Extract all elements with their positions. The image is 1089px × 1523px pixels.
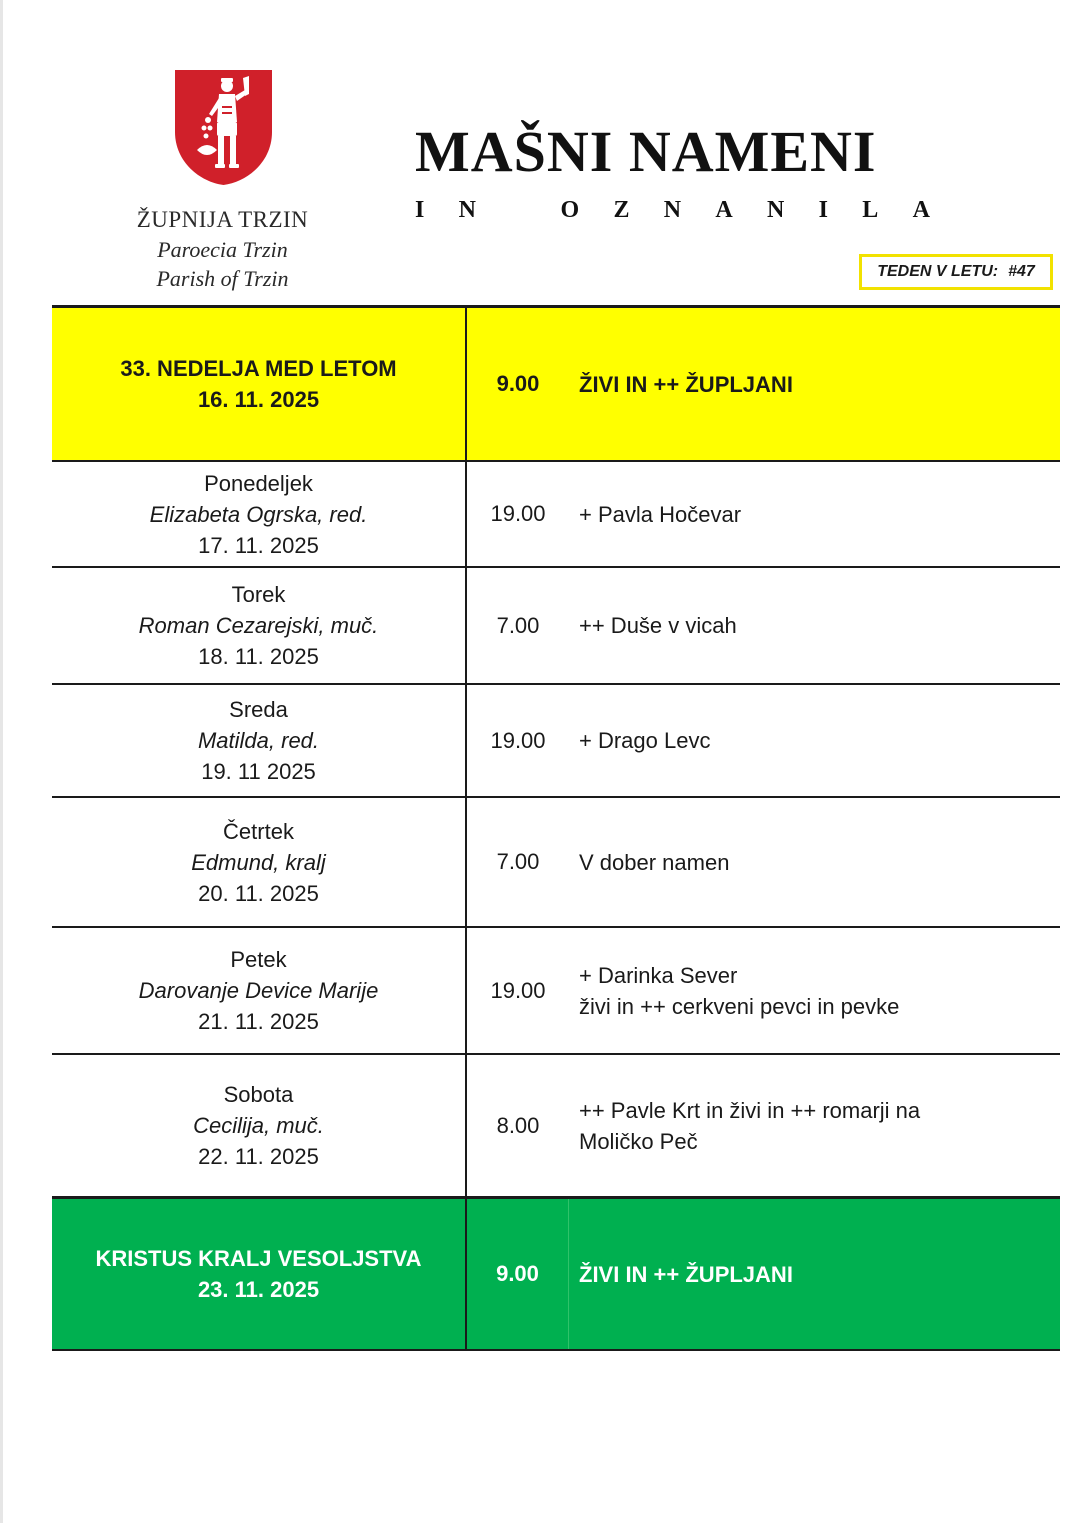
day-name: Ponedeljek xyxy=(204,470,313,496)
intention-text: Moličko Peč xyxy=(579,1128,698,1154)
week-label: TEDEN V LETU: xyxy=(877,263,999,280)
intention-text: + Darinka Sever xyxy=(579,962,738,988)
parish-name-english: Parish of Trzin xyxy=(156,266,289,291)
schedule-row-feast xyxy=(52,1196,1060,1351)
mass-time: 7.00 xyxy=(496,612,540,638)
day-saint: Roman Cezarejski, muč. xyxy=(138,613,379,638)
intention-text: ++ Duše v vicah xyxy=(579,613,737,638)
day-saint: Elizabeta Ogrska, red. xyxy=(149,501,368,527)
day-date: 16. 11. 2025 xyxy=(197,387,320,412)
week-number: #47 xyxy=(1008,263,1035,280)
intention-cell xyxy=(569,928,1060,1053)
subtitle-letter: Z xyxy=(613,197,630,223)
mass-time: 9.00 xyxy=(467,1199,569,1349)
day-cell xyxy=(52,308,465,460)
parish-name-block xyxy=(110,205,335,293)
intention-text: živi in ++ cerkveni pevci in pevke xyxy=(579,993,900,1019)
subtitle-letter: N xyxy=(663,197,682,223)
day-name: Sreda xyxy=(229,697,288,722)
day-title: KRISTUS KRALJ VESOLJSTVA xyxy=(95,1246,422,1271)
subtitle-letter: O xyxy=(560,197,580,223)
week-number-badge xyxy=(859,254,1053,290)
intention-cell xyxy=(569,798,1060,926)
mass-schedule-table xyxy=(52,305,1060,1351)
subtitle-letter: N xyxy=(458,197,476,223)
subtitle-letter: I xyxy=(415,197,425,223)
day-cell xyxy=(52,1199,465,1349)
day-cell xyxy=(52,928,465,1053)
page-subtitle xyxy=(415,197,930,224)
day-title: 33. NEDELJA MED LETOM xyxy=(120,356,397,381)
intention-cell xyxy=(569,462,1060,566)
intention-cell xyxy=(569,1055,1060,1196)
day-date: 18. 11. 2025 xyxy=(198,644,319,669)
day-cell xyxy=(52,798,465,926)
day-name: Torek xyxy=(231,582,286,607)
day-date: 20. 11. 2025 xyxy=(198,880,319,906)
day-saint: Darovanje Device Marije xyxy=(138,978,379,1003)
day-date: 19. 11 2025 xyxy=(201,759,316,784)
subtitle-letter: A xyxy=(912,197,930,223)
intention-cell xyxy=(569,308,1060,460)
intention-text: ++ Pavle Krt in živi in ++ romarji na xyxy=(579,1097,921,1123)
day-saint: Edmund, kralj xyxy=(191,849,326,875)
schedule-row xyxy=(52,1053,1060,1196)
subtitle-letter: I xyxy=(818,197,828,223)
day-saint: Cecilija, muč. xyxy=(193,1113,324,1138)
day-date: 23. 11. 2025 xyxy=(197,1277,320,1302)
schedule-row xyxy=(52,926,1060,1053)
schedule-row xyxy=(52,796,1060,926)
day-cell xyxy=(52,462,465,566)
day-date: 21. 11. 2025 xyxy=(198,1009,319,1034)
intention-text: ŽIVI IN ++ ŽUPLJANI xyxy=(579,1261,793,1287)
day-date: 17. 11. 2025 xyxy=(198,532,319,558)
subtitle-letter: A xyxy=(715,197,733,223)
mass-time: 19.00 xyxy=(490,727,546,753)
intention-cell xyxy=(569,1199,1060,1349)
page-edge xyxy=(0,0,3,1523)
day-saint: Matilda, red. xyxy=(197,728,320,753)
intention-cell xyxy=(569,568,1060,683)
page-title: MAŠNI NAMENI xyxy=(415,119,877,184)
intention-cell xyxy=(569,685,1060,796)
day-cell xyxy=(52,568,465,683)
day-name: Četrtek xyxy=(223,818,294,844)
schedule-row xyxy=(52,683,1060,796)
mass-time: 8.00 xyxy=(496,1112,540,1138)
intention-text: + Pavla Hočevar xyxy=(579,501,742,527)
schedule-row xyxy=(52,566,1060,683)
subtitle-letter: N xyxy=(767,197,785,223)
schedule-row xyxy=(52,460,1060,566)
mass-time: 7.00 xyxy=(496,849,540,874)
parish-name: ŽUPNIJA TRZIN xyxy=(136,207,309,232)
mass-time: 19.00 xyxy=(490,501,546,526)
intention-text: ŽIVI IN ++ ŽUPLJANI xyxy=(579,371,793,397)
mass-time: 9.00 xyxy=(496,371,540,396)
day-name: Sobota xyxy=(223,1082,294,1107)
mass-time: 19.00 xyxy=(490,977,546,1003)
day-cell xyxy=(52,1055,465,1196)
intention-text: V dober namen xyxy=(579,849,730,875)
schedule-row-sunday xyxy=(52,305,1060,460)
parish-name-latin: Paroecia Trzin xyxy=(157,237,288,262)
day-cell xyxy=(52,685,465,796)
day-name: Petek xyxy=(230,947,287,972)
day-date: 22. 11. 2025 xyxy=(198,1144,319,1169)
parish-crest-logo xyxy=(175,70,272,185)
subtitle-letter: L xyxy=(862,197,879,223)
intention-text: + Drago Levc xyxy=(579,728,711,753)
